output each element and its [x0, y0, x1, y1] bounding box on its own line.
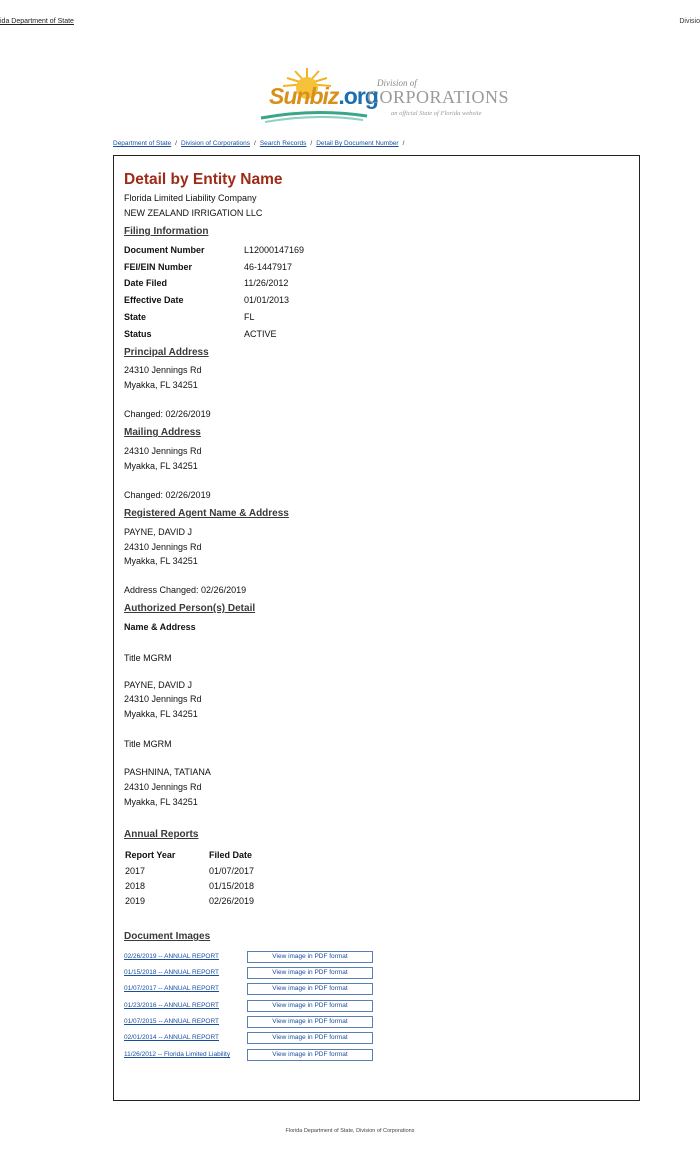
document-image-link[interactable]: 01/07/2017 -- ANNUAL REPORT	[124, 985, 220, 992]
status-value: ACTIVE	[244, 329, 277, 339]
authorized-person-line1: 24310 Jennings Rd	[124, 694, 202, 704]
authorized-person-title: Title MGRM	[124, 739, 172, 749]
registered-agent-line2: Myakka, FL 34251	[124, 556, 198, 566]
filing-information-heading: Filing Information	[124, 226, 209, 237]
breadcrumb-department-of-state[interactable]: Department of State	[113, 140, 172, 147]
report-year-cell: 2017	[125, 866, 146, 876]
registered-agent-changed: Address Changed: 02/26/2019	[124, 585, 247, 595]
filed-date-header: Filed Date	[209, 850, 253, 860]
registered-agent-heading: Registered Agent Name & Address	[124, 508, 289, 519]
effective-date-value: 01/01/2013	[244, 295, 290, 305]
view-pdf-button[interactable]: View image in PDF format	[247, 1049, 373, 1061]
mailing-address-heading: Mailing Address	[124, 427, 201, 438]
document-image-link[interactable]: 01/15/2018 -- ANNUAL REPORT	[124, 969, 220, 976]
report-year-cell: 2019	[125, 896, 146, 906]
detail-panel	[113, 155, 640, 1101]
state-label: State	[124, 312, 147, 322]
document-image-link[interactable]: 11/26/2012 -- Florida Limited Liability	[124, 1051, 231, 1058]
principal-address-line1: 24310 Jennings Rd	[124, 365, 202, 375]
logo-sunbiz-text: Sunbiz	[269, 83, 339, 109]
report-year-header: Report Year	[125, 850, 176, 860]
breadcrumb-separator: /	[175, 140, 177, 147]
filed-date-cell: 02/26/2019	[209, 896, 255, 906]
annual-reports-heading: Annual Reports	[124, 829, 199, 840]
authorized-person-line1: 24310 Jennings Rd	[124, 782, 202, 792]
document-image-link[interactable]: 02/26/2019 -- ANNUAL REPORT	[124, 953, 220, 960]
breadcrumb-division-of-corporations[interactable]: Division of Corporations	[180, 140, 250, 147]
breadcrumb-separator: /	[310, 140, 313, 147]
authorized-person-line2: Myakka, FL 34251	[124, 709, 198, 719]
view-pdf-button[interactable]: View image in PDF format	[247, 1016, 373, 1028]
fei-ein-value: 46-1447917	[244, 262, 293, 272]
logo-division-text: Division of	[377, 78, 417, 88]
document-number-value: L12000147169	[244, 245, 305, 255]
authorized-persons-heading: Authorized Person(s) Detail	[124, 603, 256, 614]
principal-address-line2: Myakka, FL 34251	[124, 380, 198, 390]
registered-agent-line1: 24310 Jennings Rd	[124, 542, 202, 552]
fei-ein-label: FEI/EIN Number	[124, 262, 193, 272]
view-pdf-button[interactable]: View image in PDF format	[247, 951, 373, 963]
document-number-label: Document Number	[124, 245, 205, 255]
breadcrumb-separator: /	[402, 140, 405, 147]
filed-date-cell: 01/07/2017	[209, 866, 255, 876]
authorized-person-line2: Myakka, FL 34251	[124, 797, 198, 807]
report-year-cell: 2018	[125, 881, 146, 891]
view-pdf-button[interactable]: View image in PDF format	[247, 967, 373, 979]
authorized-person-name: PASHNINA, TATIANA	[124, 767, 211, 777]
view-pdf-button[interactable]: View image in PDF format	[247, 1032, 373, 1044]
breadcrumb	[113, 140, 408, 147]
view-pdf-button[interactable]: View image in PDF format	[247, 1000, 373, 1012]
document-images-heading: Document Images	[124, 931, 211, 942]
entity-type: Florida Limited Liability Company	[124, 193, 257, 203]
principal-address-heading: Principal Address	[124, 347, 209, 358]
department-of-state-link[interactable]: ida Department of State	[0, 18, 74, 25]
breadcrumb-detail-by-document-number[interactable]: Detail By Document Number	[316, 140, 399, 147]
mailing-address-line1: 24310 Jennings Rd	[124, 446, 202, 456]
principal-address-changed: Changed: 02/26/2019	[124, 409, 211, 419]
division-header-text: Divisio	[679, 18, 700, 25]
entity-name: NEW ZEALAND IRRIGATION LLC	[124, 208, 263, 218]
sunbiz-logo[interactable]	[255, 66, 510, 128]
date-filed-value: 11/26/2012	[244, 278, 289, 288]
view-pdf-button[interactable]: View image in PDF format	[247, 983, 373, 995]
authorized-name-address-label: Name & Address	[124, 622, 196, 632]
logo-org-text: .org	[338, 83, 378, 109]
mailing-address-changed: Changed: 02/26/2019	[124, 490, 211, 500]
logo-corporations-text: CORPORATIONS	[367, 87, 510, 107]
page-title: Detail by Entity Name	[124, 171, 283, 188]
breadcrumb-separator: /	[254, 140, 256, 147]
filed-date-cell: 01/15/2018	[209, 881, 255, 891]
document-image-link[interactable]: 01/23/2016 -- ANNUAL REPORT	[124, 1002, 220, 1009]
authorized-person-name: PAYNE, DAVID J	[124, 680, 193, 690]
date-filed-label: Date Filed	[124, 278, 168, 288]
document-image-link[interactable]: 02/01/2014 -- ANNUAL REPORT	[124, 1034, 220, 1041]
logo-tagline: an official State of Florida website	[391, 110, 482, 117]
page-footer: Florida Department of State, Division of Corporations	[285, 1128, 415, 1134]
registered-agent-name: PAYNE, DAVID J	[124, 527, 193, 537]
breadcrumb-search-records[interactable]: Search Records	[259, 140, 307, 147]
status-label: Status	[124, 329, 152, 339]
mailing-address-line2: Myakka, FL 34251	[124, 461, 198, 471]
authorized-person-title: Title MGRM	[124, 653, 172, 663]
document-image-link[interactable]: 01/07/2015 -- ANNUAL REPORT	[124, 1018, 220, 1025]
effective-date-label: Effective Date	[124, 295, 184, 305]
state-value: FL	[244, 312, 255, 322]
